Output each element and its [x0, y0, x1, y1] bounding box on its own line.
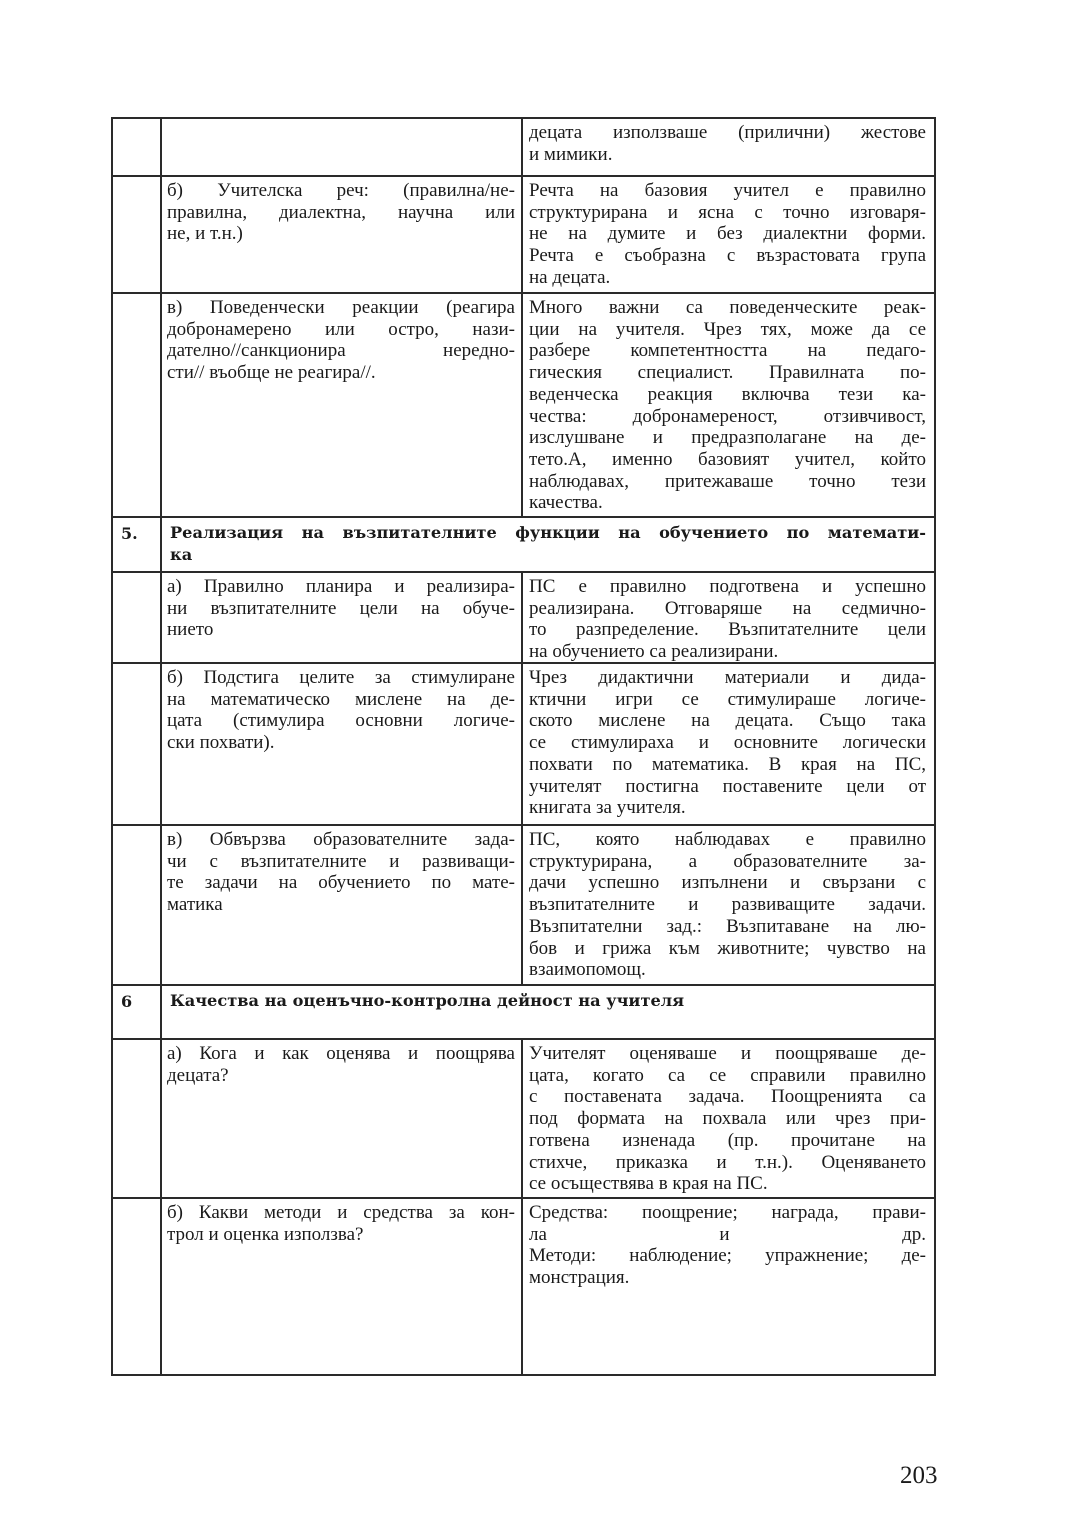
criterion-line: а) Кога и как оценява и поощрява [167, 1043, 515, 1064]
table-row [113, 119, 934, 175]
criterion-line: правилна, диалектна, научна или [167, 201, 515, 223]
observation-line: ПС, която наблюдавах е правилно [529, 829, 926, 850]
row-number: 5. [121, 524, 138, 543]
observation-line: на обучението са реализирани. [529, 641, 779, 663]
criterion-line: те задачи на обучението по мате- [167, 872, 515, 894]
criterion-line: ни възпитателните цели на обуче- [167, 597, 515, 619]
observation-cell [523, 664, 934, 824]
observation-line: структурирана и ясна с точно изговаря- [529, 201, 926, 223]
observation-line: Много важни са поведенческите реак- [529, 297, 926, 318]
observation-line: учителят постигна поставените цели от [529, 775, 926, 797]
observation-line: готвена изненада (пр. прочитане на [529, 1129, 926, 1151]
observation-line: Чрез дидактични материали и дида- [529, 667, 926, 688]
criterion-line: в) Обвързва образователните зада- [167, 829, 515, 850]
criterion-line: децата? [167, 1064, 229, 1086]
observation-line: взаимопомощ. [529, 959, 646, 981]
observation-line: възпитателните и развиващите задачи. [529, 894, 926, 916]
criterion-line: цата (стимулира основни логиче- [167, 710, 515, 732]
observation-line: Средства: поощрение; награда, прави- [529, 1202, 926, 1223]
observation-line: книгата за учителя. [529, 797, 686, 819]
criterion-line: трол и оценка използва? [167, 1223, 364, 1245]
observation-line: стихче, приказка и т.н.). Оценяването [529, 1151, 926, 1173]
criterion-line: добронамерено или остро, нази- [167, 318, 515, 340]
section-row [113, 516, 934, 571]
observation-line: се стимулираха и основните логически [529, 732, 926, 754]
criterion-line: ски похвати). [167, 732, 275, 754]
observation-line: ското мислене на децата. Също така [529, 710, 926, 732]
criterion-cell [162, 573, 523, 662]
observation-line: Речта на базовия учител е правилно [529, 180, 926, 201]
observation-line: структурирана, а образователните за- [529, 850, 926, 872]
row-number-cell [113, 177, 162, 292]
section-title [162, 518, 934, 571]
section-title-line: Качества на оценъчно-контролна дейност на учителя [170, 991, 685, 1010]
criterion-line: б) Учителска реч: (правилна/не- [167, 180, 515, 201]
row-number-cell [113, 294, 162, 516]
observation-line: децата използваше (прилични) жестове [529, 122, 926, 143]
observation-cell [523, 119, 934, 175]
observation-line: бов и грижа към животните; чувство на [529, 937, 926, 959]
row-number-cell [113, 986, 162, 1038]
observation-line: ктични игри се стимулираше логиче- [529, 688, 926, 710]
observation-cell [523, 294, 934, 516]
criterion-cell [162, 294, 523, 516]
row-number-cell [113, 119, 162, 175]
criterion-cell [162, 1199, 523, 1374]
section-title-line: Реализация на възпитателните функции на обучението по математи- [170, 523, 926, 542]
row-number-cell [113, 826, 162, 984]
table-row [113, 175, 934, 292]
observation-line: и мимики. [529, 143, 613, 165]
observation-line: под формата на похвала или чрез при- [529, 1108, 926, 1130]
observation-line: изслушване и предразполагане на де- [529, 427, 926, 449]
criterion-line: сти// въобще не реагира//. [167, 362, 376, 384]
observation-line: разбере компетентността на педаго- [529, 340, 926, 362]
observation-line: гическия специалист. Правилната по- [529, 362, 926, 384]
observation-line: похвати по математика. В края на ПС, [529, 753, 926, 775]
observation-line: тето.А, именно базовият учител, който [529, 448, 926, 470]
observation-line: монстрация. [529, 1267, 630, 1289]
criterion-line: не, и т.н.) [167, 223, 243, 245]
observation-cell [523, 177, 934, 292]
observation-line: цата, когато са се справили правилно [529, 1064, 926, 1086]
table-row [113, 662, 934, 824]
criterion-line: б) Какви методи и средства за кон- [167, 1202, 515, 1223]
row-number-cell [113, 573, 162, 662]
observation-line: ции на учителя. Чрез тях, може да се [529, 318, 926, 340]
observation-line: то разпределение. Възпитателните цели [529, 619, 926, 641]
observation-line: Възпитателни зад.: Възпитаване на лю- [529, 915, 926, 937]
criterion-line: на математическо мислене на де- [167, 688, 515, 710]
table-row [113, 1038, 934, 1197]
row-number-cell [113, 1199, 162, 1374]
criterion-cell [162, 826, 523, 984]
observation-line: не на думите и без диалектни форми. [529, 223, 926, 245]
observation-cell [523, 1199, 934, 1374]
observation-line: веденческа реакция включва тези ка- [529, 383, 926, 405]
criterion-line: чи с възпитателните и развиващи- [167, 850, 515, 872]
table-row [113, 824, 934, 984]
table-row [113, 1197, 934, 1374]
row-number-cell [113, 664, 162, 824]
criterion-line: матика [167, 894, 223, 916]
criterion-cell [162, 664, 523, 824]
observation-line: качества. [529, 492, 603, 514]
row-number-cell [113, 518, 162, 571]
observation-line: Учителят оценяваше и поощряваше де- [529, 1043, 926, 1064]
criterion-line: в) Поведенчески реакции (реагира [167, 297, 515, 318]
row-number: 6 [121, 992, 133, 1011]
section-title [162, 986, 934, 1038]
table-row [113, 292, 934, 516]
observation-line: ПС е правилно подготвена и успешно [529, 576, 926, 597]
observation-line: на децата. [529, 266, 611, 288]
section-row [113, 984, 934, 1038]
criterion-cell [162, 1040, 523, 1197]
criterion-line: дателно//санкционира нередно- [167, 340, 515, 362]
criterion-line: нието [167, 619, 214, 641]
row-number-cell [113, 1040, 162, 1197]
observation-cell [523, 573, 934, 662]
section-title-line: ка [170, 545, 193, 564]
observation-line: с поставената задача. Поощренията са [529, 1086, 926, 1108]
criterion-line: а) Правилно планира и реализира- [167, 576, 515, 597]
criterion-cell [162, 119, 523, 175]
observation-line: Речта е съобразна с възрастовата група [529, 245, 926, 267]
observation-line: наблюдавах, притежаваше точно тези [529, 470, 926, 492]
observation-cell [523, 826, 934, 984]
observation-line: дачи успешно изпълнени и свързани с [529, 872, 926, 894]
page-number: 203 [900, 1462, 938, 1489]
criterion-cell [162, 177, 523, 292]
observation-table [111, 117, 936, 1376]
observation-cell [523, 1040, 934, 1197]
observation-line: се осъществява в края на ПС. [529, 1173, 768, 1195]
criterion-line: б) Подстига целите за стимулиране [167, 667, 515, 688]
observation-line: реализирана. Отговаряше на седмично- [529, 597, 926, 619]
observation-line: чества: добронамереност, отзивчивост, [529, 405, 926, 427]
table-row [113, 571, 934, 662]
observation-line: Методи: наблюдение; упражнение; де- [529, 1245, 926, 1267]
observation-line: ла и др. [529, 1223, 926, 1245]
